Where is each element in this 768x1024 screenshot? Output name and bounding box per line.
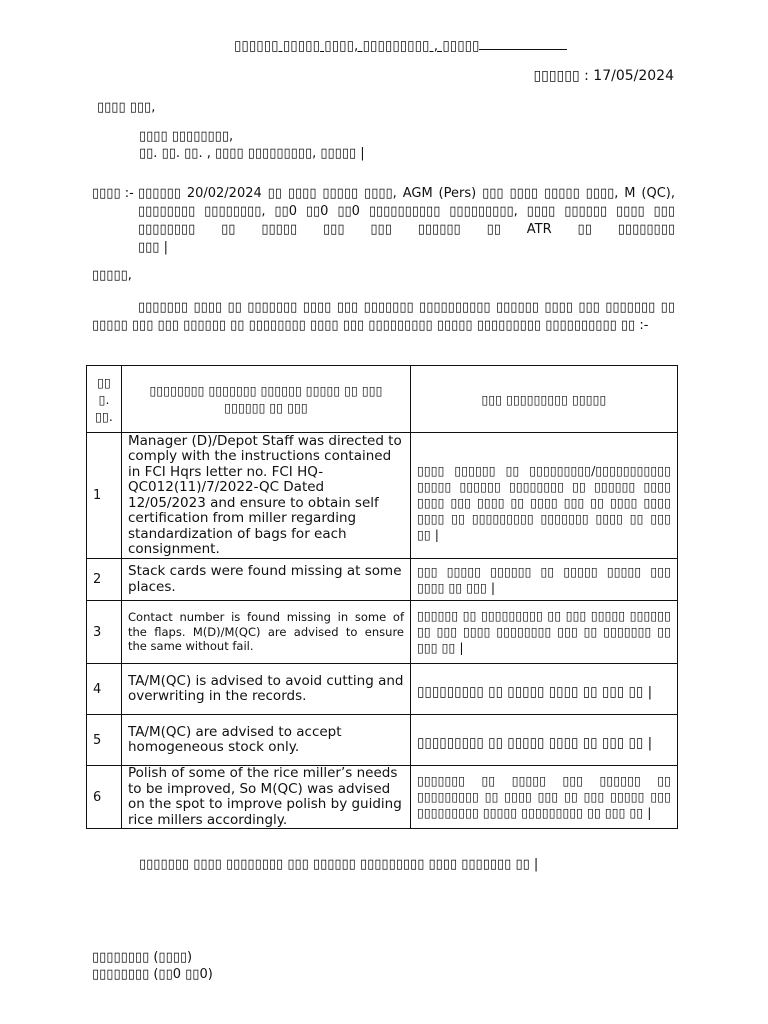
row-sno: 4 <box>87 664 122 715</box>
subject-block <box>92 185 675 257</box>
intro-paragraph: ▯▯▯▯▯▯▯ ▯▯▯▯ ▯▯ ▯▯▯▯▯▯▯ ▯▯▯▯ ▯▯▯ ▯▯▯▯▯▯▯ ▯▯▯▯▯▯▯▯▯▯ ▯▯▯▯▯▯ ▯▯▯▯ ▯▯▯ ▯▯▯▯▯▯▯ ▯▯ ▯▯▯▯▯ ▯▯▯ ▯▯▯ ▯▯▯▯▯▯ ▯▯ ▯▯▯▯▯▯▯▯ ▯▯▯▯ ▯▯▯ ▯▯▯▯▯▯▯▯▯ ▯▯▯▯▯ ▯▯▯▯▯▯▯▯▯ ▯▯▯▯▯▯▯▯▯▯ ▯▯ :- <box>92 300 675 333</box>
letter-header <box>234 37 567 54</box>
table-row <box>87 715 678 766</box>
letter-date: ▯▯▯▯▯▯ : 17/05/2024 <box>533 68 674 84</box>
header-sno: ▯▯ ▯. ▯▯. <box>87 366 122 433</box>
salutation-to: ▯▯▯▯ ▯▯▯, <box>97 100 156 115</box>
subject-label: ▯▯▯▯ :- <box>92 186 134 201</box>
salutation-sir: ▯▯▯▯▯, <box>92 268 132 283</box>
signature-line-1: ▯▯▯▯▯▯▯▯ (▯▯▯▯) <box>92 950 193 965</box>
row-observation: TA/M(QC) is advised to avoid cutting and overwriting in the records. <box>122 664 411 715</box>
table-row <box>87 766 678 829</box>
row-action: ▯▯▯▯▯▯▯▯▯ ▯▯ ▯▯▯▯▯ ▯▯▯▯ ▯▯ ▯▯▯ ▯▯ | <box>411 715 678 766</box>
header-observation: ▯▯▯▯▯▯▯▯ ▯▯▯▯▯▯▯ ▯▯▯▯▯▯ ▯▯▯▯▯ ▯▯ ▯▯▯ ▯▯▯▯▯▯ ▯▯ ▯▯▯ <box>122 366 411 433</box>
header-action: ▯▯▯ ▯▯▯▯▯▯▯▯▯ ▯▯▯▯▯ <box>411 366 678 433</box>
header-underline <box>479 37 567 50</box>
date-label: ▯▯▯▯▯▯ <box>533 68 580 84</box>
row-action: ▯▯▯ ▯▯▯▯▯ ▯▯▯▯▯▯ ▯▯ ▯▯▯▯▯ ▯▯▯▯▯ ▯▯▯ ▯▯▯▯ ▯▯ ▯▯▯ | <box>411 559 678 601</box>
table-header-row <box>87 366 678 433</box>
table-row <box>87 601 678 664</box>
observations-table <box>86 365 678 829</box>
row-action: ▯▯▯▯▯▯▯▯▯ ▯▯ ▯▯▯▯▯ ▯▯▯▯ ▯▯ ▯▯▯ ▯▯ | <box>411 664 678 715</box>
table-row <box>87 664 678 715</box>
table-row <box>87 433 678 559</box>
row-action: ▯▯▯▯▯▯ ▯▯ ▯▯▯▯▯▯▯▯▯ ▯▯ ▯▯▯ ▯▯▯▯▯ ▯▯▯▯▯▯ ▯▯ ▯▯▯ ▯▯▯▯ ▯▯▯▯▯▯▯▯ ▯▯▯ ▯▯ ▯▯▯▯▯▯▯ ▯▯ ▯▯▯ ▯▯ | <box>411 601 678 664</box>
subject-text: ▯▯▯▯▯▯ 20/02/2024 ▯▯ ▯▯▯▯ ▯▯▯▯▯ ▯▯▯▯, AGM (Pers) ▯▯▯ ▯▯▯▯ ▯▯▯▯▯ ▯▯▯▯, M (QC), ▯▯▯▯▯▯▯▯ ▯▯▯▯▯▯▯▯, ▯▯0 ▯▯0 ▯▯0 ▯▯▯▯▯▯▯▯▯▯ ▯▯▯▯▯▯▯▯▯, ▯▯▯▯ ▯▯▯▯▯▯ ▯▯▯▯ ▯▯▯ ▯▯▯▯▯▯▯▯ ▯▯ ▯▯▯▯▯ ▯▯▯ ▯▯▯ ▯▯▯▯▯▯ ▯▯ ATR ▯▯ ▯▯▯▯▯▯▯▯ <box>138 186 675 237</box>
row-action: ▯▯▯▯▯▯▯ ▯▯ ▯▯▯▯▯ ▯▯▯ ▯▯▯▯▯▯ ▯▯ ▯▯▯▯▯▯▯▯▯ ▯▯ ▯▯▯▯ ▯▯▯ ▯▯ ▯▯▯ ▯▯▯▯▯ ▯▯▯ ▯▯▯▯▯▯▯▯▯ ▯▯▯▯▯ ▯▯▯▯▯▯▯▯▯ ▯▯ ▯▯▯ ▯▯ | <box>411 766 678 829</box>
row-sno: 3 <box>87 601 122 664</box>
recipient-designation: ▯▯▯▯ ▯▯▯▯▯▯▯▯, <box>139 129 234 144</box>
closing-line: ▯▯▯▯▯▯▯ ▯▯▯▯ ▯▯▯▯▯▯▯▯ ▯▯▯ ▯▯▯▯▯▯ ▯▯▯▯▯▯▯▯▯ ▯▯▯▯ ▯▯▯▯▯▯▯ ▯▯ | <box>139 857 539 872</box>
signature-line-2: ▯▯▯▯▯▯▯▯ (▯▯0 ▯▯0) <box>92 967 213 982</box>
row-observation: Polish of some of the rice miller’s needs to be improved, So M(QC) was advised on the spot to improve polish by guiding rice millers accordingly. <box>122 766 411 829</box>
row-observation: Manager (D)/Depot Staff was directed to comply with the instructions contained in FCI Hqrs letter no. FCI HQ-QC012(11)/7/2022-QC Dated 12/05/2023 and ensure to obtain self certification from miller regarding standardization of bags for each consignment. <box>122 433 411 559</box>
row-action: ▯▯▯▯ ▯▯▯▯▯▯ ▯▯ ▯▯▯▯▯▯▯▯▯/▯▯▯▯▯▯▯▯▯▯▯ ▯▯▯▯▯ ▯▯▯▯▯▯ ▯▯▯▯▯▯▯▯ ▯▯ ▯▯▯▯▯▯ ▯▯▯▯ ▯▯▯▯ ▯▯▯ ▯▯▯▯ ▯▯ ▯▯▯▯ ▯▯▯ ▯▯ ▯▯▯▯ ▯▯▯▯ ▯▯▯▯ ▯▯ ▯▯▯▯▯▯▯▯▯ ▯▯▯▯▯▯▯ ▯▯▯▯ ▯▯ ▯▯▯ ▯▯ | <box>411 433 678 559</box>
row-observation: Contact number is found missing in some of the flaps. M(D)/M(QC) are advised to ensure the same without fail. <box>122 601 411 664</box>
row-observation: TA/M(QC) are advised to accept homogeneous stock only. <box>122 715 411 766</box>
row-sno: 6 <box>87 766 122 829</box>
office-title: ▯▯▯▯▯▯ ▯▯▯▯▯ ▯▯▯▯, ▯▯▯▯▯▯▯▯▯ , ▯▯▯▯▯ <box>234 38 480 54</box>
subject-text-end: ▯▯▯ | <box>138 240 168 255</box>
date-value: 17/05/2024 <box>593 68 674 84</box>
row-sno: 2 <box>87 559 122 601</box>
recipient-office: ▯▯. ▯▯. ▯▯. , ▯▯▯▯ ▯▯▯▯▯▯▯▯▯, ▯▯▯▯▯ | <box>139 146 365 161</box>
row-sno: 5 <box>87 715 122 766</box>
row-sno: 1 <box>87 433 122 559</box>
row-observation: Stack cards were found missing at some places. <box>122 559 411 601</box>
table-row <box>87 559 678 601</box>
